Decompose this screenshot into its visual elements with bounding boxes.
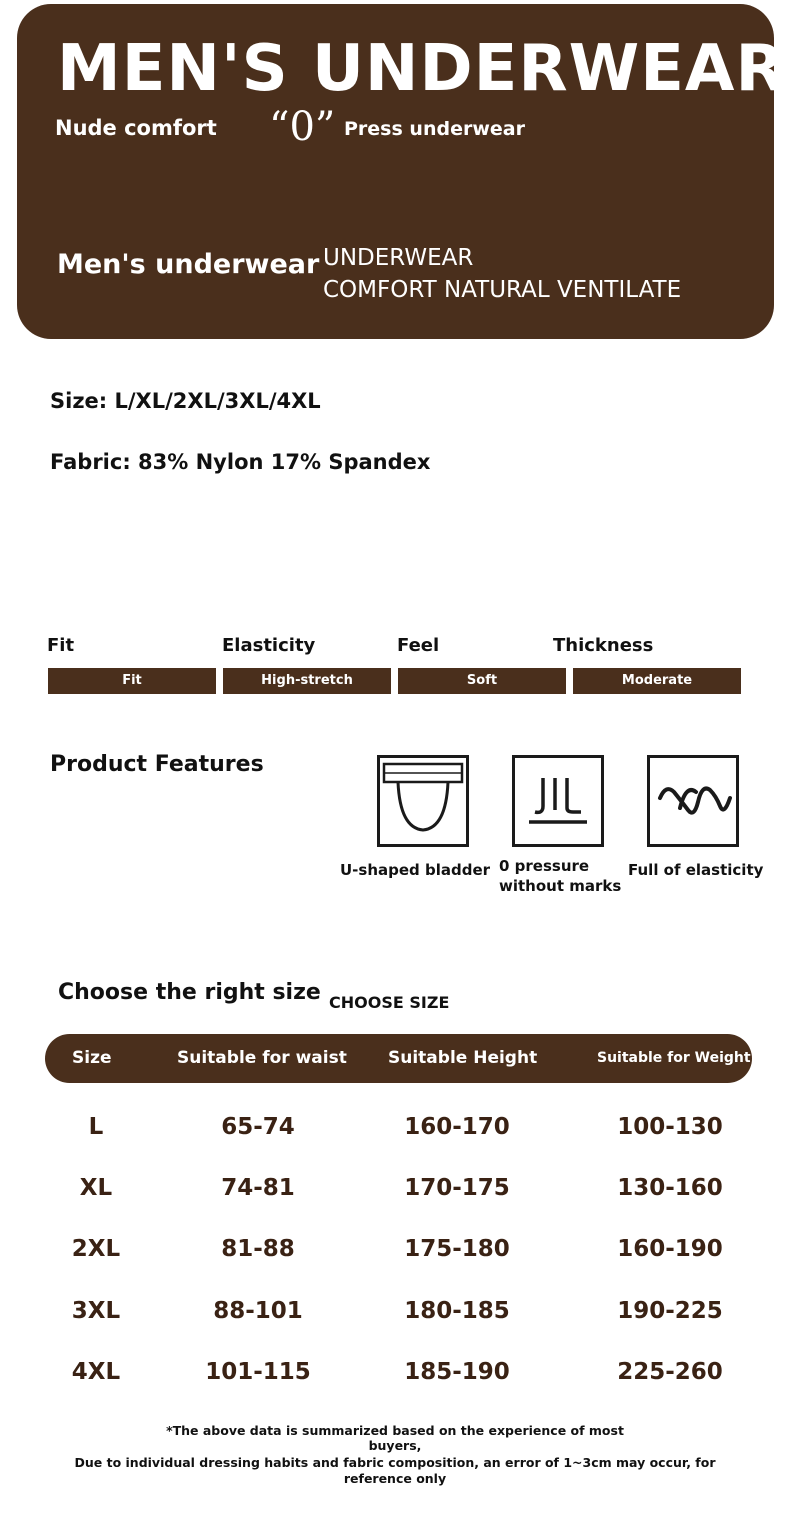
feature-label-u-shaped: U-shaped bladder — [340, 861, 491, 879]
header-waist: Suitable for waist — [177, 1048, 347, 1068]
elasticity-wave-icon — [647, 755, 739, 847]
table-cell: 88-101 — [213, 1298, 303, 1324]
size-cell: L — [88, 1114, 104, 1140]
feature-label-zero-pressure-2: without marks — [499, 877, 622, 895]
feature-label-elasticity: Full of elasticity — [628, 861, 764, 879]
banner-tagline — [323, 242, 681, 306]
banner-press-label: Press underwear — [344, 118, 525, 140]
size-cell: 2XL — [71, 1236, 121, 1262]
table-cell: 81-88 — [221, 1236, 295, 1262]
attr-label-thickness: Thickness — [553, 635, 654, 656]
table-cell: 225-260 — [617, 1359, 723, 1385]
attr-value-fit: Fit — [48, 668, 216, 694]
attr-value-thickness: Moderate — [573, 668, 741, 694]
banner-men-label: Men's underwear — [57, 249, 320, 280]
attr-value-elasticity: High-stretch — [223, 668, 391, 694]
spec-fabric: Fabric: 83% Nylon 17% Spandex — [50, 450, 431, 474]
banner-title: MEN'S UNDERWEAR — [57, 32, 786, 106]
table-cell: 170-175 — [404, 1175, 510, 1201]
zero-pressure-icon — [512, 755, 604, 847]
banner-tagline-1: UNDERWEAR — [323, 245, 474, 271]
size-cell: 4XL — [71, 1359, 121, 1385]
feature-label-zero-pressure-1: 0 pressure — [499, 857, 590, 875]
table-cell: 100-130 — [617, 1114, 723, 1140]
note-line-2: buyers, — [368, 1438, 422, 1453]
table-cell: 175-180 — [404, 1236, 510, 1262]
table-cell: 101-115 — [205, 1359, 311, 1385]
table-cell: 190-225 — [617, 1298, 723, 1324]
header-weight: Suitable for Weight — [597, 1050, 751, 1066]
note-line-1: *The above data is summarized based on the experience of most — [166, 1423, 624, 1438]
feature-label-zero-pressure — [499, 856, 621, 896]
spec-size: Size: L/XL/2XL/3XL/4XL — [50, 389, 321, 413]
table-cell: 74-81 — [221, 1175, 295, 1201]
table-cell: 65-74 — [221, 1114, 295, 1140]
banner-tagline-2: COMFORT NATURAL VENTILATE — [323, 277, 682, 303]
note-line-3: Due to individual dressing habits and fabric composition, an error of 1~3cm may occur, for — [74, 1455, 716, 1470]
attr-label-elasticity: Elasticity — [222, 635, 316, 656]
header-banner — [17, 4, 786, 339]
banner-zero-mark: “0” — [269, 104, 336, 150]
attr-value-feel: Soft — [398, 668, 566, 694]
size-table-header — [45, 1034, 752, 1083]
attr-label-fit: Fit — [47, 635, 75, 656]
size-chart-title: Choose the right size — [58, 980, 321, 1005]
table-cell: 185-190 — [404, 1359, 510, 1385]
table-cell: 180-185 — [404, 1298, 510, 1324]
size-cell: 3XL — [71, 1298, 121, 1324]
attr-label-feel: Feel — [397, 635, 440, 656]
features-title: Product Features — [50, 752, 264, 777]
header-height: Suitable Height — [388, 1048, 538, 1068]
banner-subtitle: Nude comfort — [55, 116, 217, 140]
size-cell: XL — [79, 1175, 113, 1201]
note-line-4: reference only — [343, 1471, 447, 1486]
table-cell: 160-170 — [404, 1114, 510, 1140]
table-cell: 130-160 — [617, 1175, 723, 1201]
table-cell: 160-190 — [617, 1236, 723, 1262]
u-shaped-bladder-icon — [377, 755, 469, 847]
size-chart-subtitle: CHOOSE SIZE — [329, 993, 450, 1012]
header-size: Size — [72, 1048, 112, 1068]
